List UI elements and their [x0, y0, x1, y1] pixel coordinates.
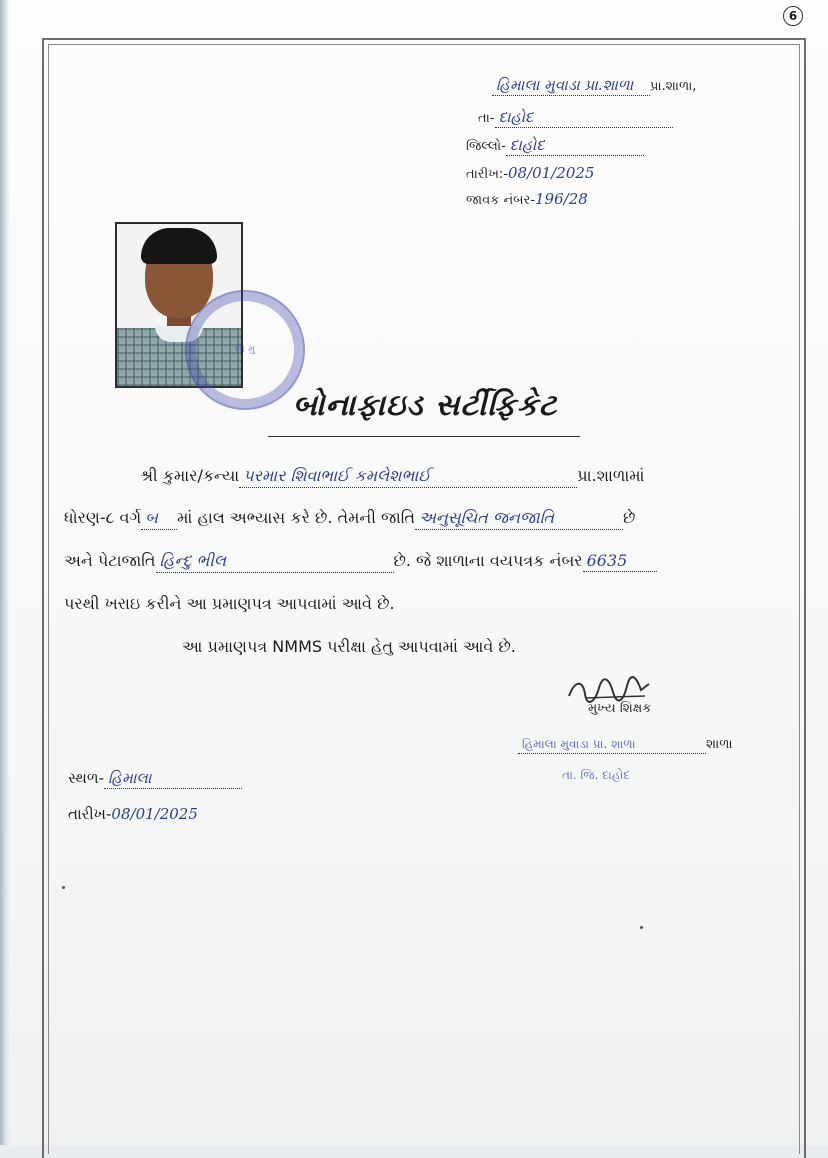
body-name-label: શ્રી કુમાર/કન્યા — [140, 466, 240, 485]
paper-edge — [0, 0, 10, 1145]
body-subcaste-label: અને પેટાજાતિ — [64, 551, 156, 570]
district-label: જિલ્લો- — [466, 139, 506, 154]
body-school-suffix: પ્રા.શાળામાં — [577, 466, 645, 485]
body-line-4: પરથી ખરાઇ કરીને આ પ્રમાણપત્ર આપવામાં આવે છે. — [64, 594, 395, 613]
body-register-label: છે. જે શાળાના વયપત્રક નંબર — [393, 551, 583, 570]
signature-school-suffix: શાળા — [706, 737, 733, 752]
header-school-line — [492, 76, 696, 96]
header-date-value: 08/01/2025 — [508, 164, 595, 182]
subcaste-value: હિન્દુ ભીલ — [156, 551, 394, 573]
header-school-suffix: પ્રા.શાળા, — [650, 79, 697, 94]
body-line-5: આ પ્રમાણપત્ર NMMS પરીક્ષા હેતુ આપવામાં આવે છે. — [182, 637, 516, 656]
signature-place-stamp: તા. જિ. દાહોદ — [562, 768, 631, 782]
footer-place-label: સ્થળ- — [68, 769, 105, 787]
header-district-line — [466, 136, 644, 156]
body-line-2 — [64, 508, 635, 530]
register-value: 6635 — [583, 551, 657, 572]
header-outward-line — [466, 190, 588, 208]
school-stamp-text: લા મુ — [234, 344, 256, 355]
body-line2-end: છે — [623, 508, 636, 527]
title-underline — [268, 436, 580, 437]
taluka-label: તા- — [478, 111, 495, 126]
footer-place-line — [68, 769, 242, 789]
ink-speck — [640, 926, 643, 929]
body-std-label: ધોરણ-૮ વર્ગ — [64, 508, 142, 527]
header-taluka-line — [478, 108, 673, 128]
district-value: દાહોદ — [506, 136, 644, 156]
signature-school-stamp: હિમાલા મુવાડા પ્રા. શાળા — [518, 737, 706, 754]
header-date-line — [466, 164, 594, 182]
class-value: બ — [141, 508, 177, 530]
body-line-3 — [64, 551, 657, 573]
student-name: પરમાર શિવાભાઈ કમલેશભાઈ — [239, 466, 577, 488]
headmaster-designation: મુખ્ય શિક્ષક — [588, 701, 652, 716]
footer-date-value: 08/01/2025 — [111, 805, 198, 823]
page-number: 6 — [783, 6, 803, 26]
header-date-label: તારીખ:- — [466, 167, 508, 182]
footer-place-value: હિમાલા — [104, 769, 242, 789]
footer-date-line — [68, 805, 198, 823]
body-caste-label: માં હાલ અભ્યાસ કરે છે. તેમની જાતિ — [177, 508, 415, 527]
ink-speck — [62, 886, 65, 889]
body-line-1 — [140, 466, 644, 488]
header-school-value: હિમાલા મુવાડા પ્રા.શાળા — [492, 76, 650, 96]
outward-label: જાવક નંબર- — [466, 193, 536, 208]
outward-value: 196/28 — [535, 190, 588, 208]
taluka-value: દાહોદ — [495, 108, 673, 128]
footer-date-label: તારીખ- — [68, 805, 112, 823]
caste-value: અનુસૂચિત જનજાતિ — [415, 508, 623, 530]
certificate-title: બોનાફાઇડ સર્ટીફિકેટ — [292, 388, 558, 423]
signature-school-line — [518, 737, 733, 754]
